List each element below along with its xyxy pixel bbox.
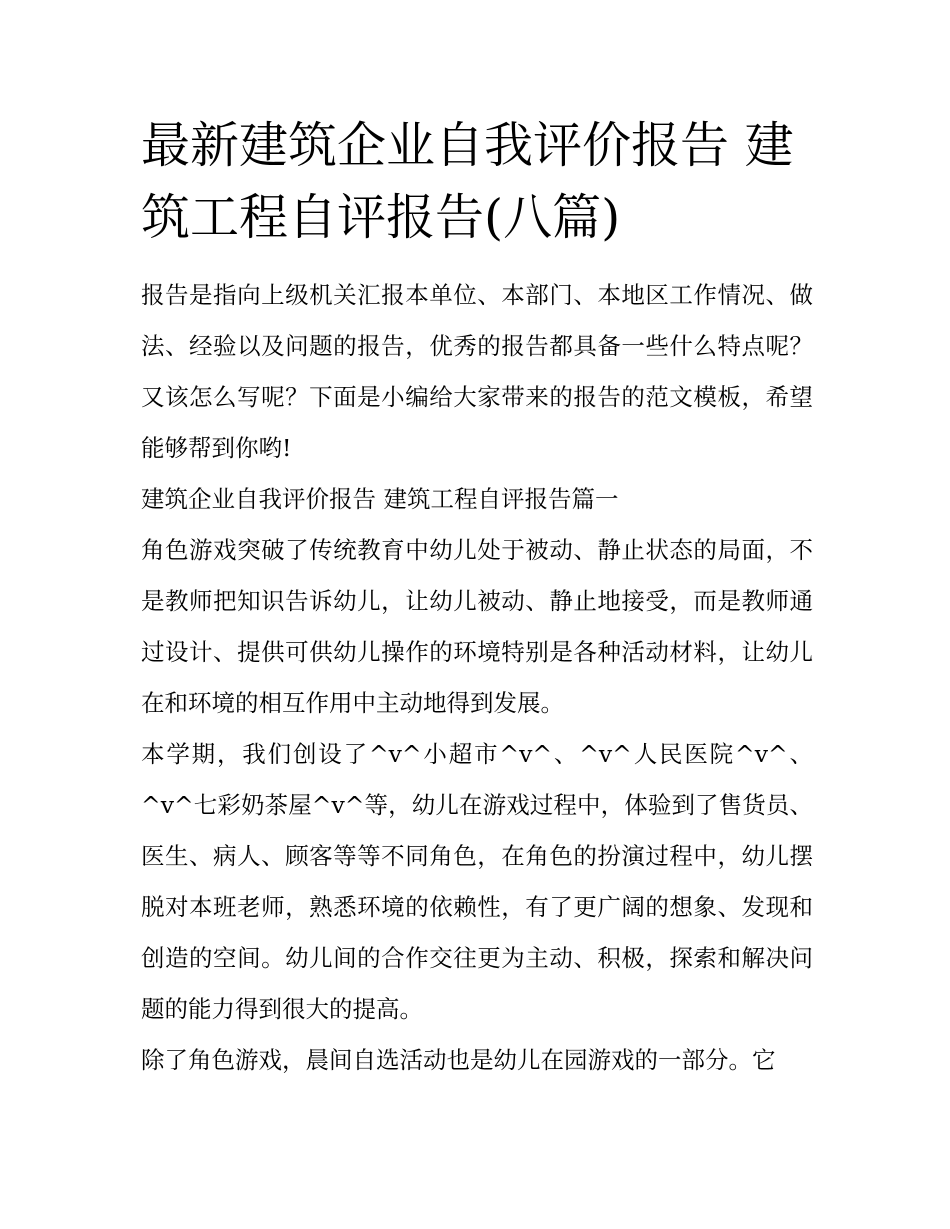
document-title: 最新建筑企业自我评价报告 建筑工程自评报告(八篇) <box>141 117 794 246</box>
body-paragraph-3: 除了角色游戏，晨间自选活动也是幼儿在园游戏的一部分。它 <box>141 1046 776 1074</box>
document-page <box>141 110 813 1086</box>
body-paragraph-1: 角色游戏突破了传统教育中幼儿处于被动、静止状态的局面，不是教师把知识告诉幼儿，让幼儿被动、静止地接受，而是教师通过设计、提供可供幼儿操作的环境特别是各种活动材料，让幼儿在和环境的相互作用中主动地得到发展。 <box>141 536 813 717</box>
body-paragraph-2: 本学期，我们创设了^v^小超市^v^、^v^人民医院^v^、^v^七彩奶茶屋^v^等，幼儿在游戏过程中，体验到了售货员、医生、病人、顾客等等不同角色，在角色的扮演过程中，幼儿摆脱对本班老师，熟悉环境的依赖性，有了更广阔的想象、发现和创造的空间。幼儿间的合作交往更为主动、积极，探索和解决问题的能力得到很大的提高。 <box>141 740 813 1023</box>
intro-paragraph: 报告是指向上级机关汇报本单位、本部门、本地区工作情况、做法、经验以及问题的报告，优秀的报告都具备一些什么特点呢？又该怎么写呢？下面是小编给大家带来的报告的范文模板，希望能够帮到你哟! <box>141 281 813 462</box>
section-heading: 建筑企业自我评价报告 建筑工程自评报告篇一 <box>141 485 619 513</box>
